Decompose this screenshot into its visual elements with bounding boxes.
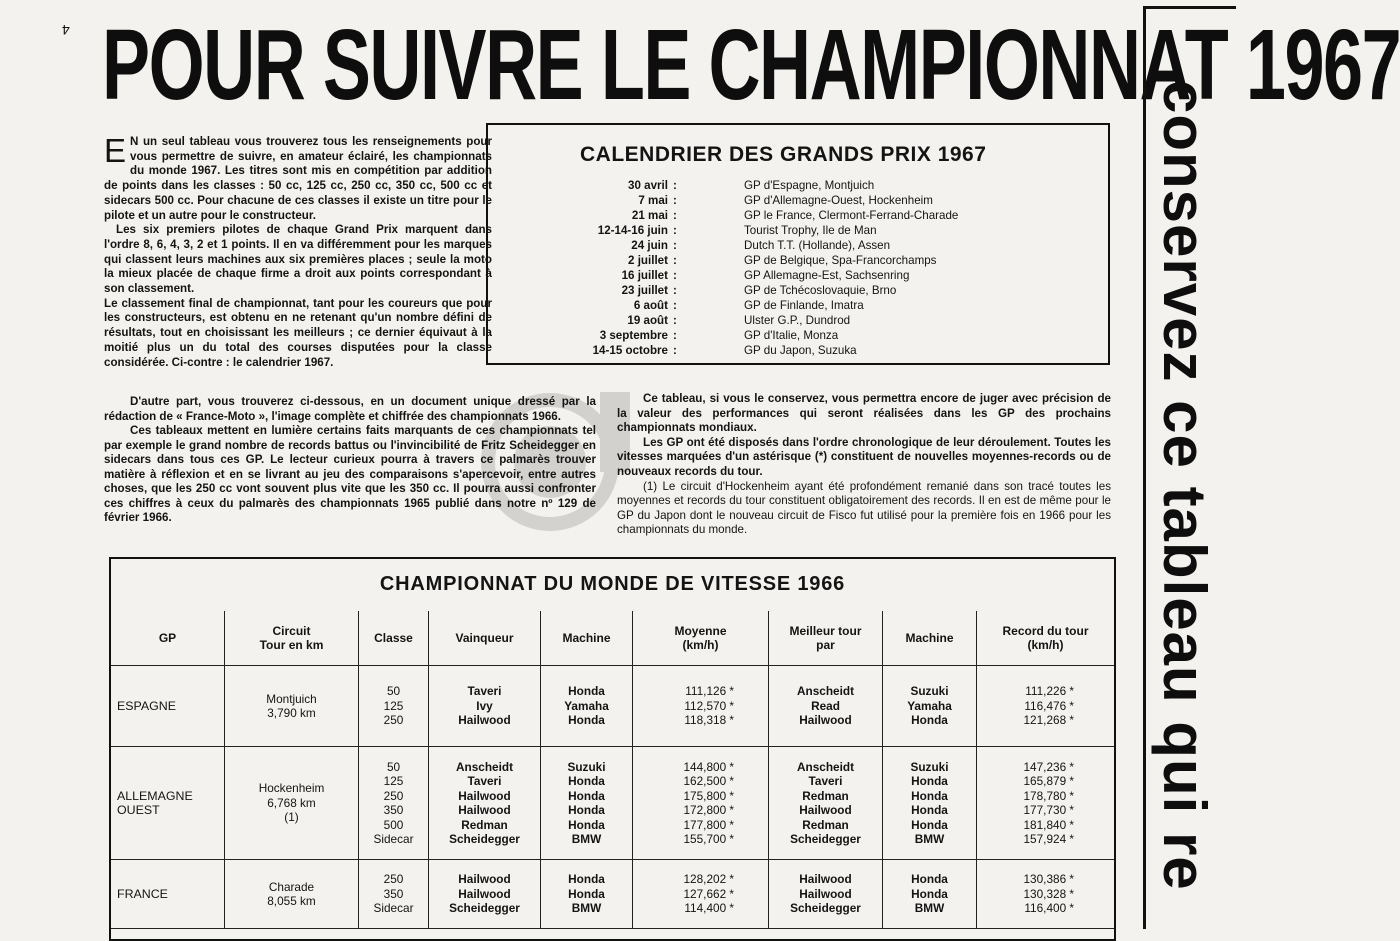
results-table bbox=[111, 611, 1114, 929]
cell-gp: ALLEMAGNE OUEST bbox=[111, 747, 225, 860]
table-row bbox=[111, 666, 1114, 747]
page-number: 4 bbox=[62, 22, 70, 38]
calendar-date: 14-15 octobre bbox=[592, 344, 668, 357]
cell-gp: FRANCE bbox=[111, 860, 225, 929]
body-right-paragraph-2: Les GP ont été disposés dans l'ordre chronologique de leur déroulement. Toutes les vitesses marquées d'un astérisque (*) constituent de nouvelles moyennes-records ou de nouveaux records du tour. bbox=[617, 435, 1111, 478]
calendar-list bbox=[488, 178, 1108, 358]
cell-moyenne: 111,126 * 112,570 * 118,318 * bbox=[633, 666, 769, 747]
cell-meilleur-tour: Hailwood Hailwood Scheidegger bbox=[769, 860, 883, 929]
calendar-row: 30 avril : GP d'Espagne, Montjuich bbox=[488, 178, 1108, 193]
calendar-date: 30 avril bbox=[628, 179, 668, 192]
calendar-event: GP du Japon, Suzuka bbox=[744, 344, 857, 357]
calendar-date: 19 août bbox=[627, 314, 668, 327]
calendar-row: 14-15 octobre : GP du Japon, Suzuka bbox=[488, 343, 1108, 358]
calendar-date: 2 juillet bbox=[628, 254, 668, 267]
column-header-circuit: Circuit Tour en km bbox=[225, 611, 359, 666]
calendar-row: 7 mai : GP d'Allemagne-Ouest, Hockenheim bbox=[488, 193, 1108, 208]
cell-machine-2: Suzuki Honda Honda Honda Honda BMW bbox=[883, 747, 977, 860]
column-header-meilleur-tour: Meilleur tour par bbox=[769, 611, 883, 666]
table-row bbox=[111, 747, 1114, 860]
cell-moyenne: 144,800 * 162,500 * 175,800 * 172,800 * 177,800 * 155,700 * bbox=[633, 747, 769, 860]
cell-record: 130,386 * 130,328 * 116,400 * bbox=[977, 860, 1114, 929]
drop-cap: E bbox=[104, 132, 127, 169]
cell-circuit: Charade 8,055 km bbox=[225, 860, 359, 929]
calendar-row: 19 août : Ulster G.P., Dundrod bbox=[488, 313, 1108, 328]
intro-paragraph-1: N un seul tableau vous trouverez tous les renseignements pour vous permettre de suivre, en amateur éclairé, les championnats du monde 1967. Les titres sont mis en compétition par addition de points dans les classes : 50 cc, 125 cc, 250 cc, 350 cc, 500 cc et sidecars 500 cc. Pour chacune de ces classes il existe un titre pour le pilote et un autre pour le constructeur. bbox=[104, 135, 492, 222]
cell-classe: 50 125 250 350 500 Sidecar bbox=[359, 747, 429, 860]
results-table-title: CHAMPIONNAT DU MONDE DE VITESSE 1966 bbox=[379, 573, 846, 595]
calendar-event: Dutch T.T. (Hollande), Assen bbox=[744, 239, 891, 252]
cell-machine: Suzuki Honda Honda Honda Honda BMW bbox=[541, 747, 633, 860]
column-header-gp: GP bbox=[111, 611, 225, 666]
calendar-date: 7 mai bbox=[638, 194, 668, 207]
results-table-box bbox=[109, 557, 1116, 941]
calendar-event: GP de Belgique, Spa-Francorchamps bbox=[744, 254, 937, 267]
table-row bbox=[111, 860, 1114, 929]
calendar-row: 3 septembre : GP d'Italie, Monza bbox=[488, 328, 1108, 343]
cell-record: 111,226 * 116,476 * 121,268 * bbox=[977, 666, 1114, 747]
cell-moyenne: 128,202 * 127,662 * 114,400 * bbox=[633, 860, 769, 929]
calendar-row: 24 juin : Dutch T.T. (Hollande), Assen bbox=[488, 238, 1108, 253]
cell-machine-2: Suzuki Yamaha Honda bbox=[883, 666, 977, 747]
calendar-event: Ulster G.P., Dundrod bbox=[744, 314, 851, 327]
calendar-date: 24 juin bbox=[631, 239, 668, 252]
calendar-event: GP le France, Clermont-Ferrand-Charade bbox=[744, 209, 959, 222]
column-header-classe: Classe bbox=[359, 611, 429, 666]
cell-classe: 50 125 250 bbox=[359, 666, 429, 747]
calendar-box bbox=[486, 123, 1110, 365]
cell-gp: ESPAGNE bbox=[111, 666, 225, 747]
cell-vainqueur: Taveri Ivy Hailwood bbox=[429, 666, 541, 747]
calendar-title: CALENDRIER DES GRANDS PRIX 1967 bbox=[580, 143, 987, 166]
column-header-machine-2: Machine bbox=[883, 611, 977, 666]
body-right-paragraph-3: (1) Le circuit d'Hockenheim ayant été profondément remanié dans son tracé toutes les moyennes et records du tour constituent obligatoirement des records. Il en est de même pour le GP du Japon dont le nouveau circuit de Fisco fut utilisé pour la première fois en 1966 pour les championnats du monde. bbox=[617, 479, 1111, 537]
calendar-row: 23 juillet : GP de Tchécoslovaquie, Brno bbox=[488, 283, 1108, 298]
column-header-moyenne: Moyenne (km/h) bbox=[633, 611, 769, 666]
cell-circuit: Hockenheim 6,768 km (1) bbox=[225, 747, 359, 860]
cell-vainqueur: Hailwood Hailwood Scheidegger bbox=[429, 860, 541, 929]
cell-machine: Honda Yamaha Honda bbox=[541, 666, 633, 747]
calendar-event: GP d'Espagne, Montjuich bbox=[744, 179, 875, 192]
cell-machine: Honda Honda BMW bbox=[541, 860, 633, 929]
calendar-date: 6 août bbox=[633, 299, 668, 312]
body-left-paragraph-1: D'autre part, vous trouverez ci-dessous, en un document unique dressé par la rédaction de « France-Moto », l'image complète et chiffrée des championnats 1966. bbox=[104, 395, 596, 423]
cell-meilleur-tour: Anscheidt Taveri Redman Hailwood Redman Scheidegger bbox=[769, 747, 883, 860]
cell-circuit: Montjuich 3,790 km bbox=[225, 666, 359, 747]
calendar-row: 21 mai : GP le France, Clermont-Ferrand-Charade bbox=[488, 208, 1108, 223]
calendar-event: GP de Finlande, Imatra bbox=[744, 299, 864, 312]
calendar-row: 2 juillet : GP de Belgique, Spa-Francorchamps bbox=[488, 253, 1108, 268]
cell-record: 147,236 * 165,879 * 178,780 * 177,730 * 181,840 * 157,924 * bbox=[977, 747, 1114, 860]
intro-paragraph-2: Les six premiers pilotes de chaque Grand Prix marquent dans l'ordre 8, 6, 4, 3, 2 et 1 points. Il en va différemment pour les marques qui classent leurs machines aux six premières places ; seule la moto la mieux placée de chaque firme a droit aux points correspondant à son classement. bbox=[104, 223, 492, 296]
side-banner: conservez ce tableau qui re bbox=[1151, 80, 1218, 891]
cell-meilleur-tour: Anscheidt Read Hailwood bbox=[769, 666, 883, 747]
calendar-event: GP d'Italie, Monza bbox=[744, 329, 839, 342]
calendar-date: 3 septembre bbox=[599, 329, 668, 342]
calendar-event: Tourist Trophy, Ile de Man bbox=[744, 224, 877, 237]
calendar-date: 16 juillet bbox=[621, 269, 668, 282]
calendar-event: GP Allemagne-Est, Sachsenring bbox=[744, 269, 910, 282]
cell-machine-2: Honda Honda BMW bbox=[883, 860, 977, 929]
calendar-row: 12-14-16 juin : Tourist Trophy, Ile de Man bbox=[488, 223, 1108, 238]
intro-paragraph-3: Le classement final de championnat, tant pour les coureurs que pour les constructeurs, est obtenu en ne retenant qu'un nombre défini de résultats, tout en choisissant les meilleurs ; ce dernier équivaut à la moitié plus un du total des courses disputées pour la classe considérée. Ci-contre : le calendrier 1967. bbox=[104, 296, 492, 369]
calendar-row: 16 juillet : GP Allemagne-Est, Sachsenring bbox=[488, 268, 1108, 283]
table-header-row bbox=[111, 611, 1114, 666]
calendar-date: 23 juillet bbox=[621, 284, 668, 297]
calendar-date: 12-14-16 juin bbox=[597, 224, 668, 237]
calendar-date: 21 mai bbox=[631, 209, 668, 222]
body-right-text bbox=[617, 392, 1111, 538]
body-left-paragraph-2: Ces tableaux mettent en lumière certains faits marquants de ces championnats tel par exemple le grand nombre de records battus ou l'invincibilité de Fritz Scheidegger en sidecars dans tous ces GP. Le lecteur curieux pourra à travers ce palmarès trouver matière à réflexion et en se livrant au jeu des comparaisons s'apercevoir, entre autres choses, que les 250 cc vont souvent plus vite que les 350 cc. Il pourra aussi confronter ces chiffres à ceux du palmarès des championnats 1965 publié dans notre nº 129 de février 1966. bbox=[104, 424, 596, 524]
cell-vainqueur: Anscheidt Taveri Hailwood Hailwood Redman Scheidegger bbox=[429, 747, 541, 860]
intro-text bbox=[104, 132, 492, 370]
cell-classe: 250 350 Sidecar bbox=[359, 860, 429, 929]
calendar-event: GP de Tchécoslovaquie, Brno bbox=[744, 284, 897, 297]
column-header-vainqueur: Vainqueur bbox=[429, 611, 541, 666]
column-header-record: Record du tour (km/h) bbox=[977, 611, 1114, 666]
calendar-event: GP d'Allemagne-Ouest, Hockenheim bbox=[744, 194, 933, 207]
body-left-text bbox=[104, 395, 596, 526]
page-title: POUR SUIVRE LE CHAMPIONNAT 1967 bbox=[102, 9, 1400, 121]
column-header-machine: Machine bbox=[541, 611, 633, 666]
body-right-paragraph-1: Ce tableau, si vous le conservez, vous permettra encore de juger avec précision de la valeur des performances qui seront réalisées dans les GP des prochains championnats mondiaux. bbox=[617, 392, 1111, 435]
calendar-row: 6 août : GP de Finlande, Imatra bbox=[488, 298, 1108, 313]
